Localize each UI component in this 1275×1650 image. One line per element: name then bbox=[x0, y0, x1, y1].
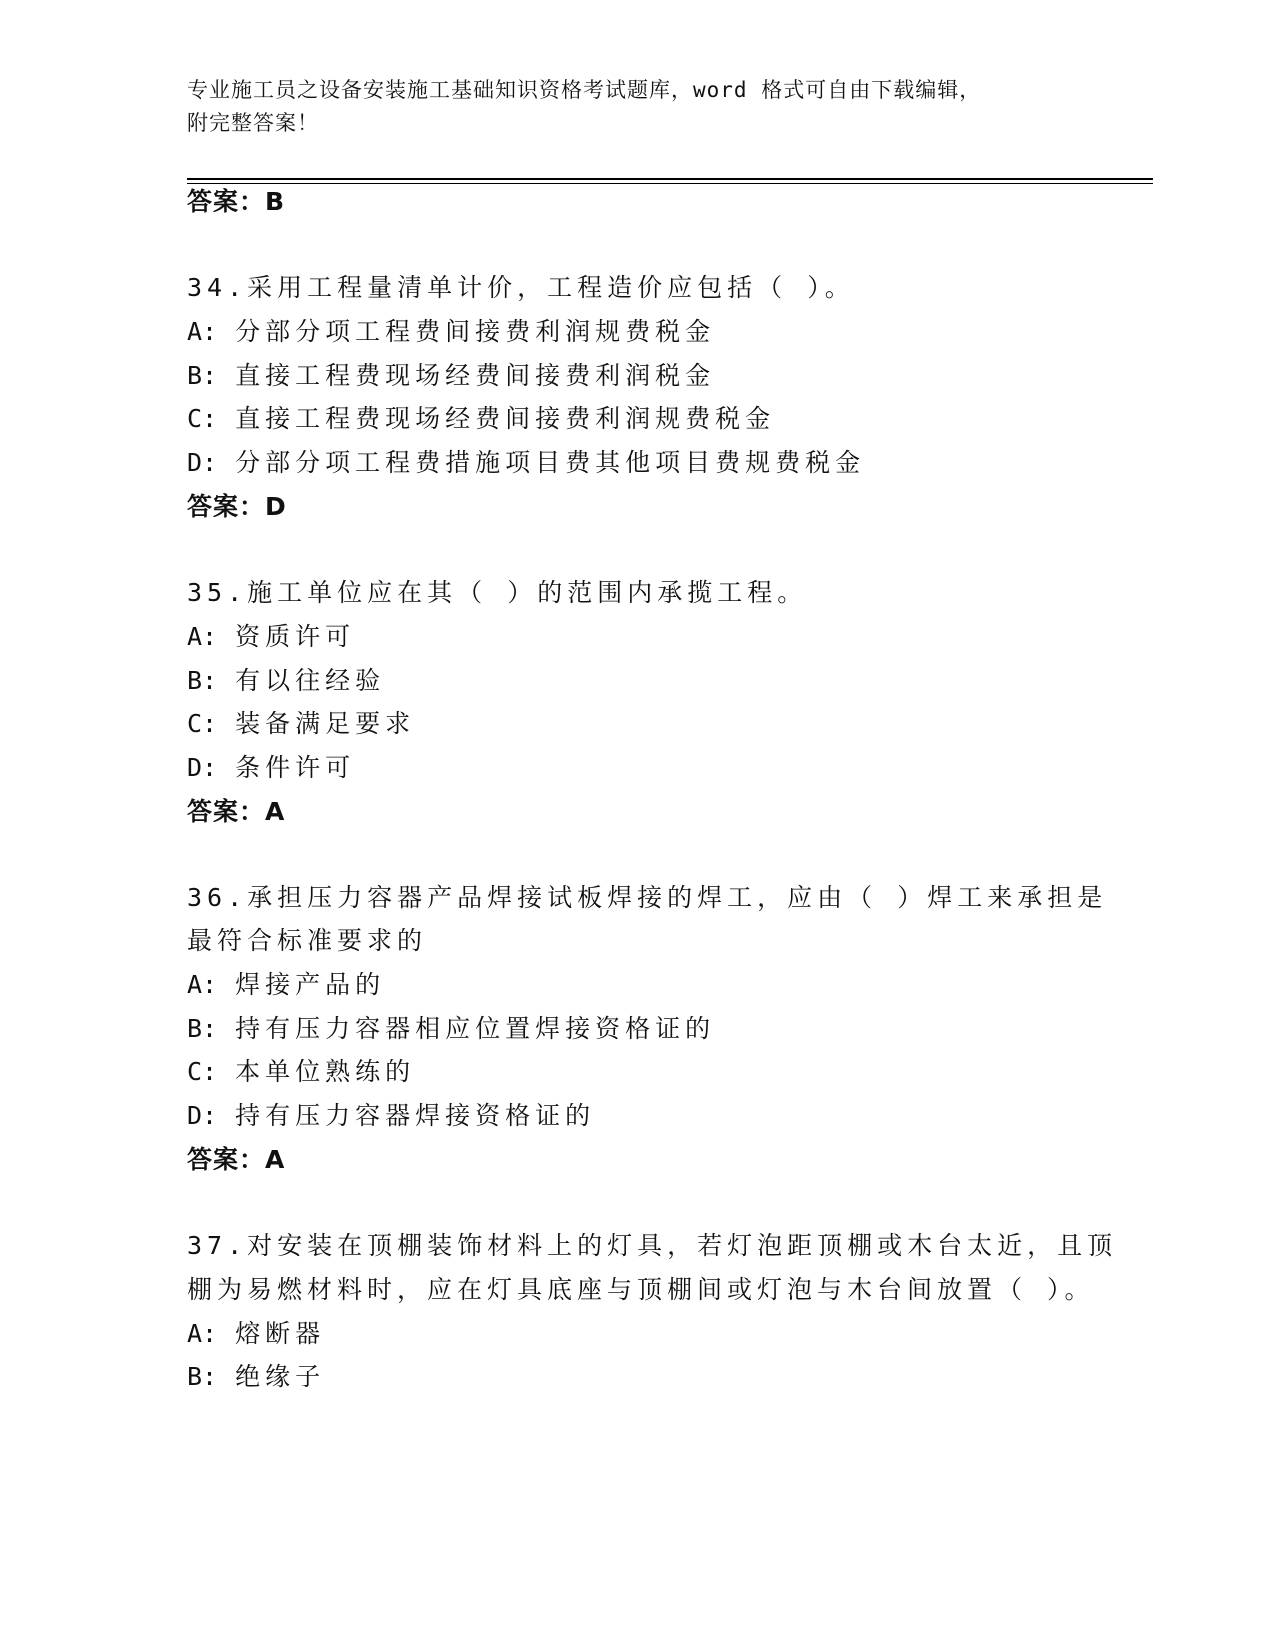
document-header bbox=[187, 74, 1067, 140]
option-text: 条件许可 bbox=[235, 753, 356, 782]
option-text: 持有压力容器焊接资格证的 bbox=[235, 1101, 596, 1130]
question-37-option-a bbox=[187, 1319, 325, 1349]
question-37-stem-line-1: 37.对安装在顶棚装饰材料上的灯具，若灯泡距顶棚或木台太近，且顶 bbox=[187, 1231, 1118, 1260]
question-35-option-d bbox=[187, 753, 355, 783]
option-letter: C: bbox=[187, 709, 218, 738]
option-text: 资质许可 bbox=[235, 622, 356, 651]
question-36-option-c bbox=[187, 1057, 415, 1087]
question-36-option-a bbox=[187, 970, 385, 1000]
header-line-2: 附完整答案！ bbox=[187, 111, 319, 135]
option-letter: B: bbox=[187, 666, 218, 695]
question-34-stem: 34.采用工程量清单计价，工程造价应包括（ ）。 bbox=[187, 273, 855, 302]
option-text: 持有压力容器相应位置焊接资格证的 bbox=[235, 1014, 716, 1043]
header-divider-thick bbox=[187, 178, 1153, 180]
question-37-stem-line-2: 棚为易燃材料时，应在灯具底座与顶棚间或灯泡与木台间放置（ ）。 bbox=[187, 1275, 1095, 1304]
header-line-1: 专业施工员之设备安装施工基础知识资格考试题库，word 格式可自由下载编辑， bbox=[187, 78, 982, 102]
option-letter: D: bbox=[187, 753, 218, 782]
option-letter: A: bbox=[187, 317, 218, 346]
question-35-stem: 35.施工单位应在其（ ）的范围内承揽工程。 bbox=[187, 578, 808, 607]
question-34-option-a bbox=[187, 317, 715, 347]
question-37-option-b bbox=[187, 1362, 325, 1392]
answer-previous-question: 答案：B bbox=[187, 187, 286, 216]
option-letter: A: bbox=[187, 970, 218, 999]
option-text: 装备满足要求 bbox=[235, 709, 416, 738]
question-36-option-d bbox=[187, 1101, 595, 1131]
option-text: 直接工程费现场经费间接费利润税金 bbox=[235, 361, 716, 390]
option-letter: C: bbox=[187, 404, 218, 433]
question-35-option-b bbox=[187, 666, 385, 696]
question-34-option-d bbox=[187, 448, 865, 478]
option-text: 本单位熟练的 bbox=[235, 1057, 416, 1086]
option-text: 分部分项工程费间接费利润规费税金 bbox=[235, 317, 716, 346]
question-36-stem-line-1: 36.承担压力容器产品焊接试板焊接的焊工，应由（ ）焊工来承担是 bbox=[187, 883, 1108, 912]
option-letter: B: bbox=[187, 361, 218, 390]
option-letter: B: bbox=[187, 1014, 218, 1043]
question-35-option-a bbox=[187, 622, 355, 652]
option-letter: D: bbox=[187, 448, 218, 477]
question-36-option-b bbox=[187, 1014, 715, 1044]
option-text: 分部分项工程费措施项目费其他项目费规费税金 bbox=[235, 448, 866, 477]
option-text: 绝缘子 bbox=[235, 1362, 326, 1391]
question-36-answer: 答案：A bbox=[187, 1145, 286, 1174]
option-letter: D: bbox=[187, 1101, 218, 1130]
option-letter: A: bbox=[187, 622, 218, 651]
option-letter: A: bbox=[187, 1319, 218, 1348]
option-text: 熔断器 bbox=[235, 1319, 326, 1348]
question-35-option-c bbox=[187, 709, 415, 739]
option-text: 直接工程费现场经费间接费利润规费税金 bbox=[235, 404, 776, 433]
question-34-option-c bbox=[187, 404, 775, 434]
option-text: 焊接产品的 bbox=[235, 970, 386, 999]
option-letter: B: bbox=[187, 1362, 218, 1391]
question-35-answer: 答案：A bbox=[187, 797, 286, 826]
option-letter: C: bbox=[187, 1057, 218, 1086]
question-34-answer: 答案：D bbox=[187, 492, 287, 521]
question-34-option-b bbox=[187, 361, 715, 391]
question-36-stem-line-2: 最符合标准要求的 bbox=[187, 926, 428, 955]
header-divider-thin bbox=[187, 183, 1153, 184]
option-text: 有以往经验 bbox=[235, 666, 386, 695]
